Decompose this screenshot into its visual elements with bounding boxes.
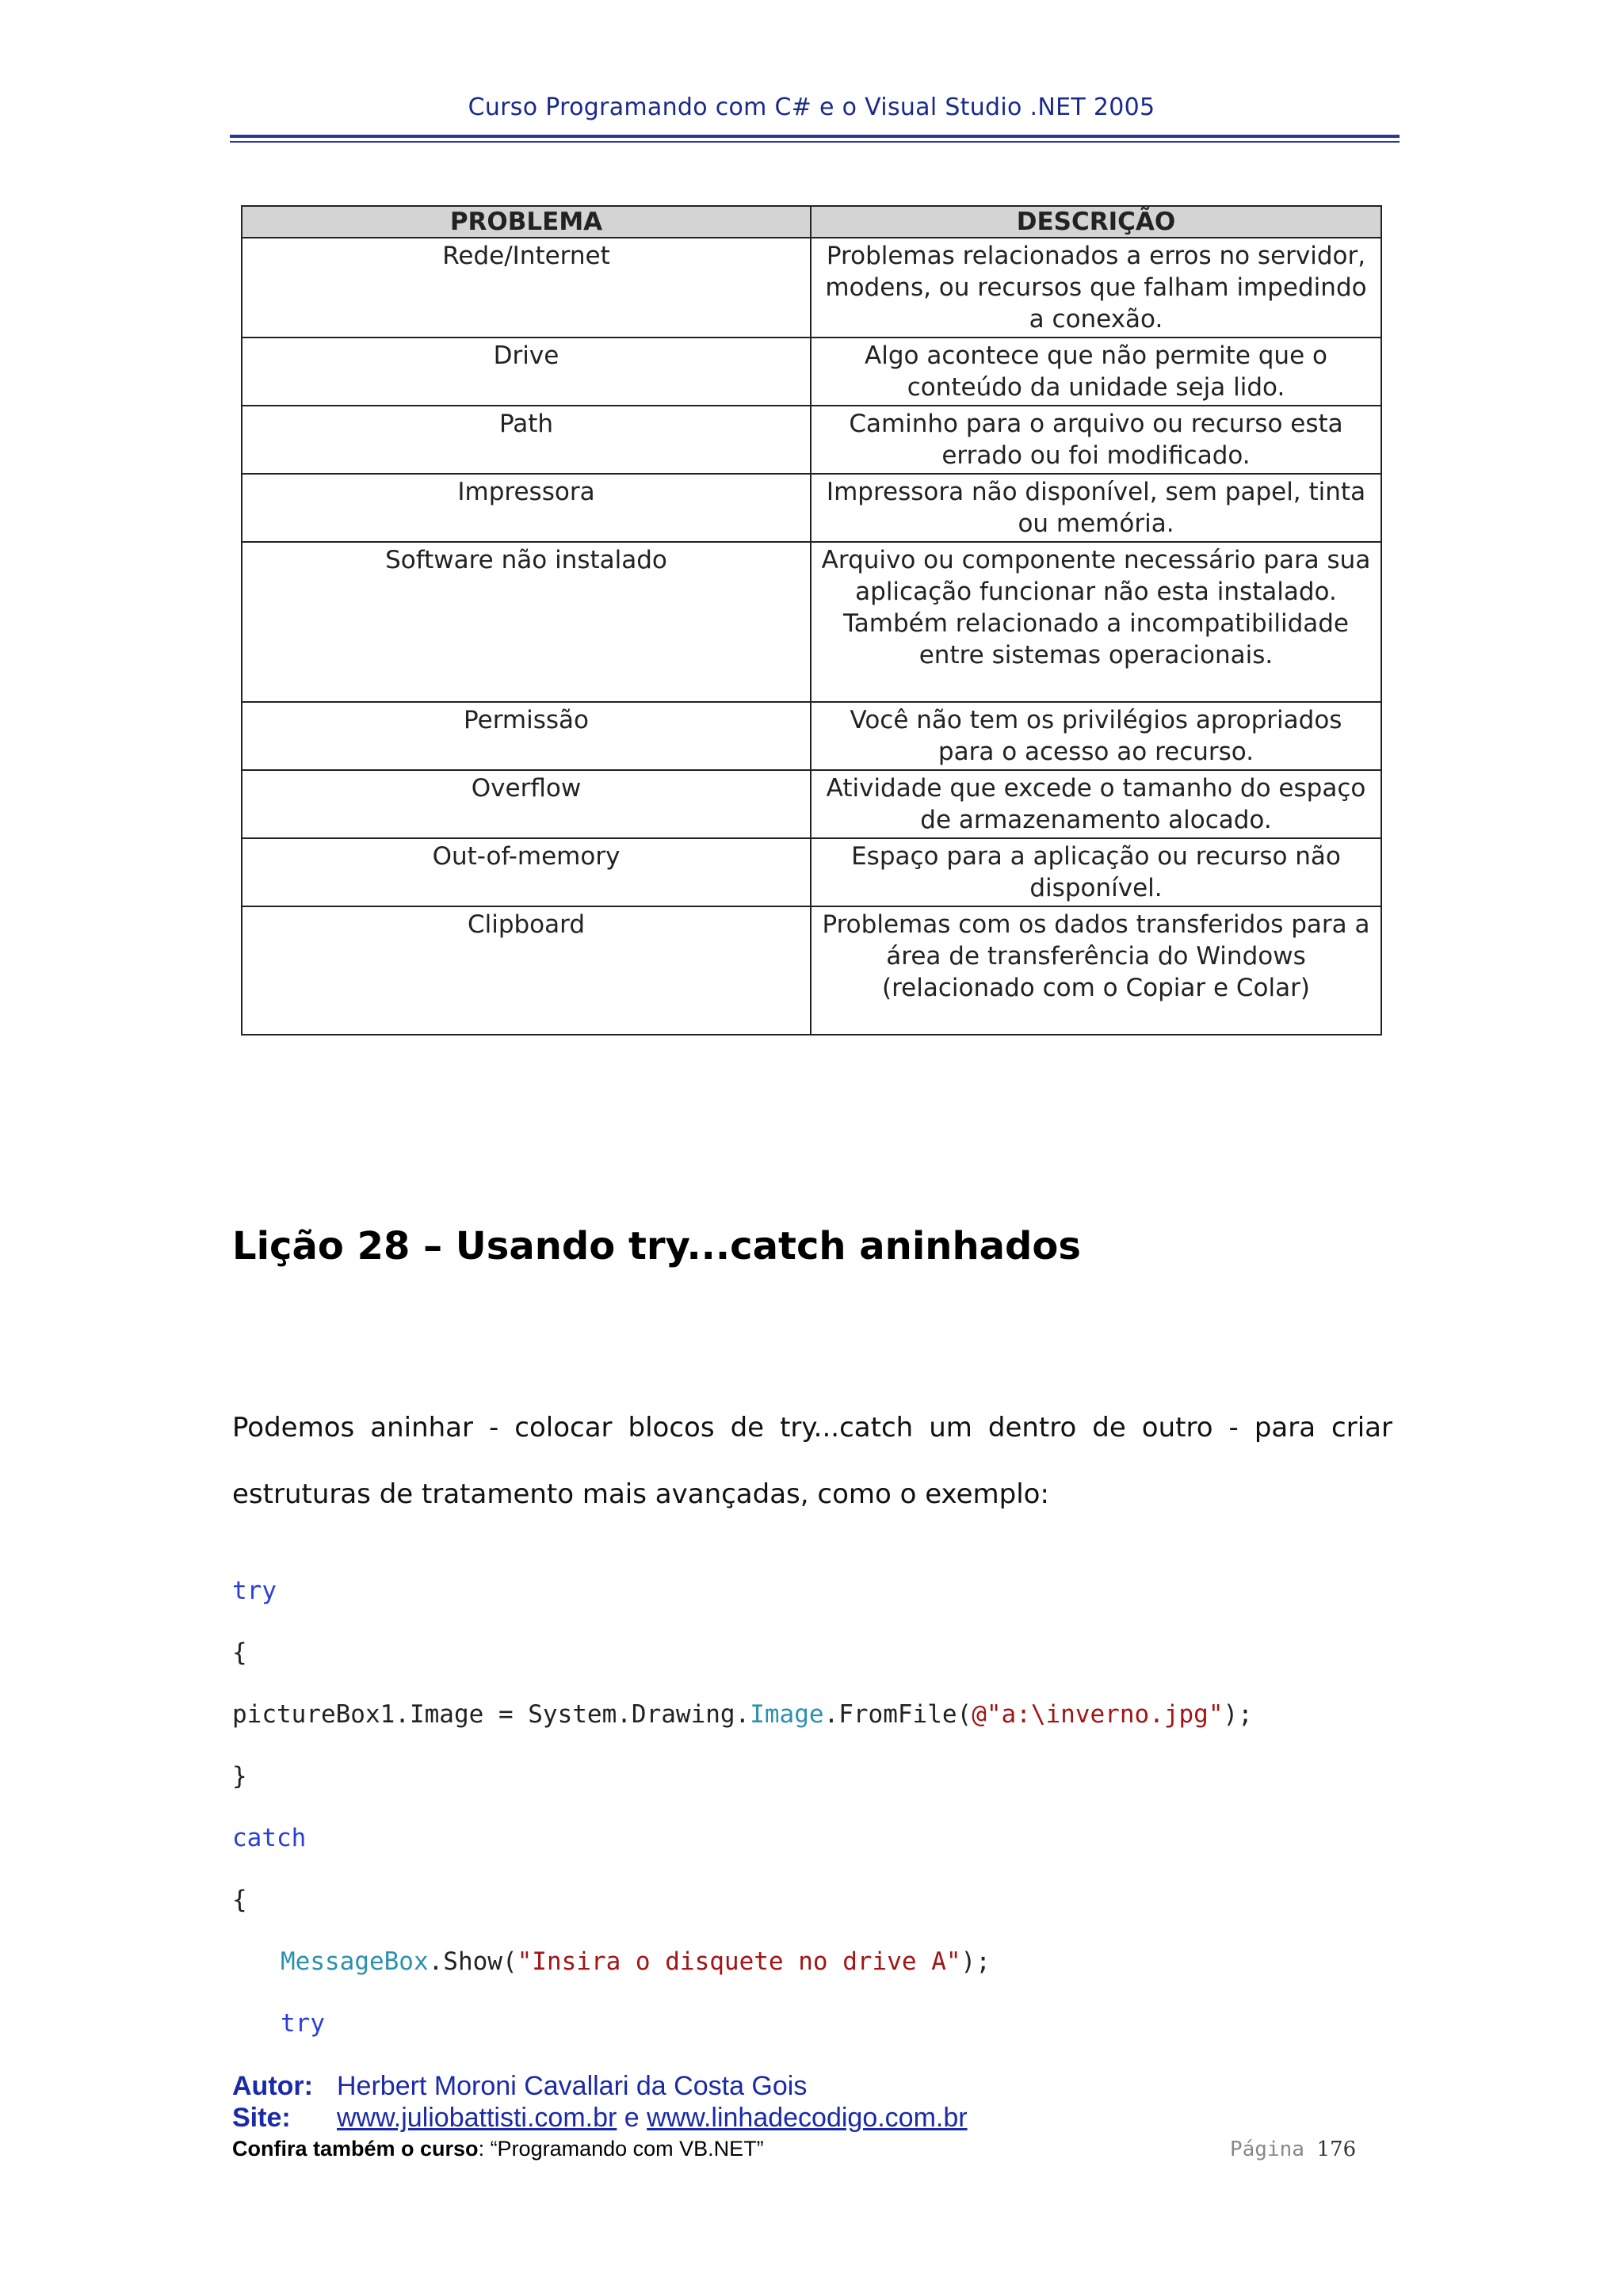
description-cell: Atividade que excede o tamanho do espaço de armazenamento alocado. [811, 770, 1381, 838]
header-rule-thin [230, 141, 1400, 143]
page-number-value: 176 [1316, 2138, 1357, 2161]
code-text: .FromFile( [823, 1700, 972, 1729]
problem-cell: Permissão [242, 702, 811, 770]
code-keyword: try [232, 1577, 277, 1605]
code-line [232, 1700, 1253, 1729]
table-row [242, 406, 1381, 474]
site-label: Site: [232, 2103, 291, 2133]
header-title: Curso Programando com C# e o Visual Studio .NET 2005 [468, 93, 1155, 121]
code-line [232, 1577, 277, 1605]
code-string: @"a:\inverno.jpg" [972, 1700, 1224, 1729]
problem-cell: Out-of-memory [242, 838, 811, 906]
code-string: "Insira o disquete no drive A" [517, 1947, 961, 1976]
problem-cell: Impressora [242, 474, 811, 542]
error-types-table [241, 205, 1382, 1035]
site-link-linhadecodigo[interactable]: www.linhadecodigo.com.br [647, 2103, 968, 2133]
table-row [242, 838, 1381, 906]
code-type: Image [750, 1700, 824, 1729]
header-rule [230, 135, 1400, 138]
description-cell: Problemas com os dados transferidos para a área de transferência do Windows (relacionado com o Copiar e Colar) [811, 906, 1381, 1035]
description-cell: Você não tem os privilégios apropriados para o acesso ao recurso. [811, 702, 1381, 770]
problem-cell: Drive [242, 338, 811, 406]
code-text: .Show( [428, 1947, 517, 1976]
page-number [1230, 2138, 1356, 2161]
code-line [232, 1762, 247, 1791]
problem-cell: Rede/Internet [242, 238, 811, 338]
footer-author [232, 2071, 807, 2102]
page-label: Página [1230, 2138, 1304, 2161]
code-text: pictureBox1.Image = System.Drawing. [232, 1700, 750, 1729]
footer-note-bold: Confira também o curso [232, 2137, 479, 2161]
description-cell: Impressora não disponível, sem papel, tinta ou memória. [811, 474, 1381, 542]
code-type: MessageBox [281, 1947, 429, 1976]
table-header-row [242, 206, 1381, 238]
code-text: { [232, 1638, 247, 1667]
code-line [281, 1947, 991, 1976]
site-separator: e [617, 2103, 647, 2133]
code-line [232, 1824, 306, 1852]
description-cell: Caminho para o arquivo ou recurso esta errado ou foi modificado. [811, 406, 1381, 474]
table-row [242, 770, 1381, 838]
code-line [281, 2009, 325, 2038]
code-line [232, 1638, 247, 1667]
description-cell: Problemas relacionados a erros no servidor, modens, ou recursos que falham impedindo a conexão. [811, 238, 1381, 338]
code-keyword: try [281, 2009, 325, 2038]
code-line [232, 1886, 247, 1914]
problem-cell: Software não instalado [242, 542, 811, 702]
author-name: Herbert Moroni Cavallari da Costa Gois [337, 2071, 808, 2101]
table-row [242, 474, 1381, 542]
problem-cell: Overflow [242, 770, 811, 838]
code-keyword: catch [232, 1824, 307, 1852]
author-label: Autor: [232, 2071, 313, 2101]
description-cell: Algo acontece que não permite que o conteúdo da unidade seja lido. [811, 338, 1381, 406]
code-text: ); [960, 1947, 991, 1976]
table-row [242, 542, 1381, 702]
column-header-problem: PROBLEMA [242, 206, 811, 238]
footer-note [232, 2137, 764, 2161]
footer-site [232, 2103, 968, 2134]
site-link-juliobattisti[interactable]: www.juliobattisti.com.br [337, 2103, 617, 2133]
table-row [242, 238, 1381, 338]
lesson-title: Lição 28 – Usando try...catch aninhados [232, 1224, 1081, 1268]
code-text: ); [1223, 1700, 1253, 1729]
code-text: } [232, 1762, 247, 1791]
code-text: { [232, 1886, 247, 1914]
problem-cell: Path [242, 406, 811, 474]
description-cell: Espaço para a aplicação ou recurso não disponível. [811, 838, 1381, 906]
column-header-description: DESCRIÇÃO [811, 206, 1381, 238]
description-cell: Arquivo ou componente necessário para sua aplicação funcionar não esta instalado. Também relacionado a incompatibilidade entre sistemas operacionais. [811, 542, 1381, 702]
intro-paragraph: Podemos aninhar - colocar blocos de try...catch um dentro de outro - para criar estruturas de tratamento mais avançadas, como o exemplo: [232, 1412, 1392, 1510]
table-row [242, 906, 1381, 1035]
table-row [242, 702, 1381, 770]
footer-note-text: : “Programando com VB.NET” [478, 2137, 764, 2161]
problem-cell: Clipboard [242, 906, 811, 1035]
table-row [242, 338, 1381, 406]
